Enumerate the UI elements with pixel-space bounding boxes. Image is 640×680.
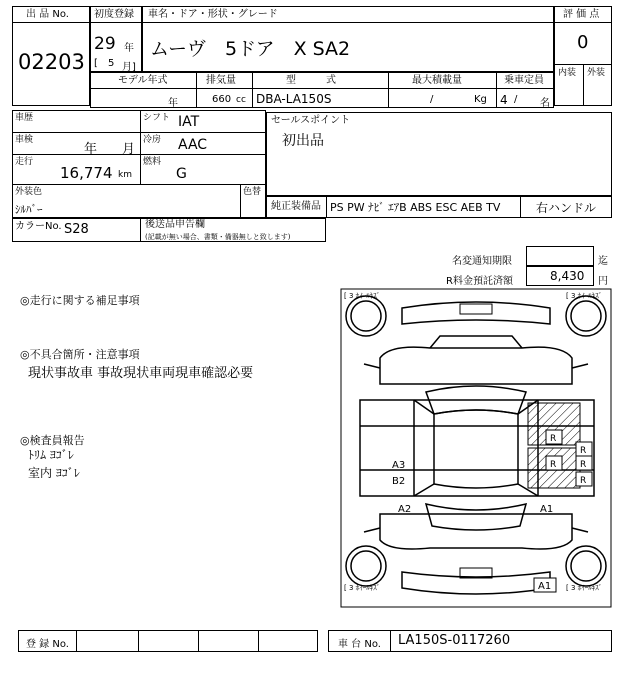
damage-code-a3: A3	[392, 460, 406, 471]
mileage-value: 16,774	[60, 164, 113, 182]
car-damage-diagram	[340, 288, 612, 608]
r-mark-4: R	[580, 460, 587, 470]
lot-no-value: 02203	[18, 50, 85, 74]
r-mark-3: R	[550, 460, 557, 470]
year-unit: 年	[124, 43, 134, 54]
wheel-tag-bl: [ 3 ﾎｲｰﾙｷｽﾞ	[344, 584, 381, 592]
sales-point-value: 初出品	[282, 133, 324, 149]
r-mark-1: R	[550, 434, 557, 444]
chassis-no: LA150S-0117260	[398, 633, 511, 648]
max-load-unit: Kg	[474, 94, 487, 105]
inspector-line2: 室内 ﾖｺﾞﾚ	[28, 466, 80, 480]
capacity-unit: 名	[540, 98, 550, 109]
sales-point-label: セールスポイント	[271, 115, 351, 126]
capacity-label: 乗車定員	[504, 75, 544, 86]
fuel-label: 燃料	[143, 157, 162, 167]
r-mark-5: R	[580, 476, 587, 486]
recycle-unit: 円	[598, 276, 608, 287]
first-reg-year: 29	[94, 34, 116, 54]
max-load-label: 最大積載量	[412, 75, 462, 86]
damage-code-a1-side: A1	[540, 504, 554, 515]
ac-value: AAC	[178, 137, 208, 153]
rating-label: 評 価 点	[563, 9, 600, 20]
wheel-rear-right-icon	[566, 546, 606, 586]
capacity-value: 4	[500, 93, 508, 107]
damage-code-a1-bottom: A1	[538, 581, 552, 592]
inspector-line1: ﾄﾘﾑ ﾖｺﾞﾚ	[28, 448, 74, 462]
exterior-color-label: 外装色	[15, 187, 43, 197]
color-no-value: S28	[64, 222, 89, 237]
ac-label: 冷房	[143, 135, 162, 145]
exterior-color-value: ｼﾙﾊﾞｰ	[15, 203, 43, 216]
fuel-value: G	[176, 166, 187, 182]
equipment-value: PS PW ﾅﾋﾞ ｴｱB ABS ESC AEB TV	[330, 201, 501, 214]
wheel-tag-tr: [ 3 ﾎｲｰﾙｷｽﾞ	[566, 292, 603, 300]
displacement-value: 660	[212, 94, 232, 105]
wheel-front-right-icon	[566, 296, 606, 336]
shift-value: IAT	[178, 114, 200, 130]
inspection-year-unit: 年	[84, 142, 98, 157]
wheel-front-left-icon	[346, 296, 386, 336]
recycle-amount: 8,430	[550, 269, 585, 283]
equipment-label: 純正装備品	[271, 201, 321, 212]
defects-label: ◎不具合箇所・注意事項	[20, 348, 140, 361]
recycle-label: R料金預託済額	[446, 276, 513, 287]
car-name-value: ムーヴ 5ドア X SA2	[150, 38, 351, 60]
name-change-suffix: 迄	[598, 256, 608, 267]
history-label: 車歴	[15, 113, 34, 123]
displacement-unit: cc	[236, 95, 246, 105]
model-year-label: モデル年式	[118, 75, 168, 86]
lot-no-label: 出 品 No.	[26, 9, 69, 20]
inspection-month-unit: 月	[122, 142, 136, 157]
r-mark-2: R	[580, 446, 587, 456]
mileage-label: 走行	[15, 157, 34, 167]
damage-code-a2: A2	[398, 504, 412, 515]
exterior-label: 外装	[587, 68, 606, 78]
driving-notes-label: ◎走行に関する補足事項	[20, 294, 140, 307]
aftermarket-label: 後送品申告欄	[145, 219, 205, 230]
model-year-unit: 年	[168, 98, 178, 109]
color-change-label: 色替	[243, 187, 262, 197]
color-no-label: カラーNo.	[15, 221, 62, 232]
reg-no-label: 登 録 No.	[26, 639, 69, 650]
model-label: 型 式	[286, 75, 336, 86]
name-change-box	[526, 246, 594, 266]
wheel-tag-tl: [ 3 ﾎｲｰﾙｷｽﾞ	[344, 292, 381, 300]
first-reg-month: 5	[108, 58, 115, 69]
wheel-tag-br: [ 3 ﾎｲｰﾙｷｽﾞ	[566, 584, 603, 592]
inspector-label: ◎検査員報告	[20, 434, 85, 447]
details-box	[12, 110, 266, 218]
wheel-rear-left-icon	[346, 546, 386, 586]
rating-value: 0	[577, 32, 589, 53]
name-change-label: 名変通知期限	[452, 256, 512, 267]
first-reg-label: 初度登録	[94, 9, 134, 20]
defects-text: 現状事故車 事故現状車両現車確認必要	[28, 366, 254, 381]
aftermarket-note: (記載が無い場合、書類・備器無しと致します)	[145, 233, 291, 241]
model-value: DBA-LA150S	[256, 92, 332, 106]
interior-label: 内装	[558, 68, 577, 78]
mileage-unit: km	[118, 170, 132, 180]
steering-value: 右ハンドル	[536, 201, 597, 215]
damage-code-b2: B2	[392, 476, 406, 487]
chassis-label: 車 台 No.	[338, 639, 381, 650]
displacement-label: 排気量	[206, 75, 236, 86]
car-name-label: 車名・ドア・形状・グレード	[148, 9, 278, 20]
shift-label: シフト	[143, 113, 171, 123]
inspection-label: 車検	[15, 135, 34, 145]
